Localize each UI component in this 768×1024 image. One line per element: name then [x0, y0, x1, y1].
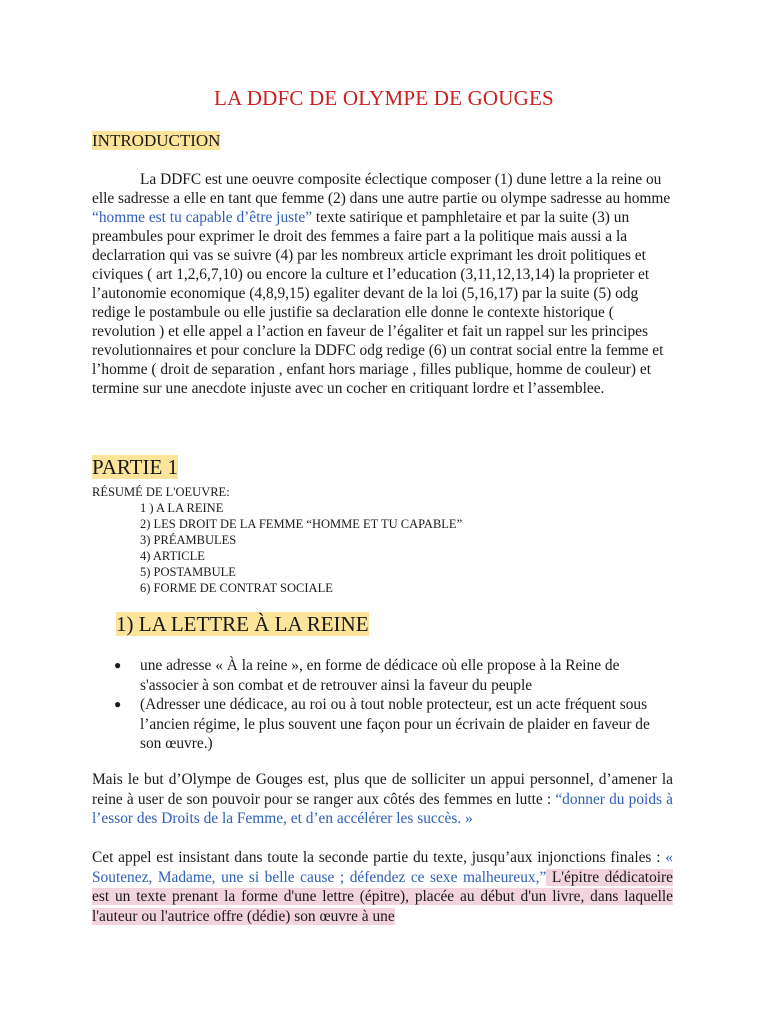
- para3-highlight-b: est un texte prenant la forme d'une lettre (épitre), placée au début d'un livre, dans laquelle l'auteur ou l'autrice offre (dédie) son œuvre à une: [92, 888, 673, 925]
- intro-heading-text: INTRODUCTION: [92, 131, 221, 150]
- resume-block: [92, 484, 462, 596]
- document-title: LA DDFC DE OLYMPE DE GOUGES: [214, 86, 554, 110]
- bullet-icon: ●: [114, 658, 122, 672]
- intro-text-1: La DDFC est une oeuvre composite éclectique composer (1) dune lettre a la reine ou elle sadresse a elle en tant que femme (2) dans une autre partie ou olympe sadresse au homme: [92, 171, 671, 207]
- bullet-text: une adresse « À la reine », en forme de dédicace où elle propose à la Reine de s'associer à son combat et de retrouver ainsi la faveur du peuple: [140, 657, 620, 694]
- resume-item: 1 ) A LA REINE: [140, 501, 224, 515]
- resume-item: 4) ARTICLE: [140, 549, 205, 563]
- partie1-heading: [92, 455, 178, 480]
- intro-quote: “homme est tu capable d’être juste”: [92, 209, 313, 226]
- section1-bullets: [112, 656, 672, 754]
- resume-list: [92, 500, 462, 596]
- resume-item: 2) LES DROIT DE LA FEMME “HOMME ET TU CAPABLE”: [140, 517, 463, 531]
- bullet-icon: ●: [114, 697, 122, 711]
- partie1-heading-text: PARTIE 1: [92, 455, 179, 479]
- bullet-text: (Adresser une dédicace, au roi ou à tout noble protecteur, est un acte fréquent sous l’ancien régime, le plus souvent une façon pour un écrivain de plaider en faveur de son œuvre.): [140, 696, 650, 752]
- bullet-item: [112, 695, 672, 754]
- para3-text: Cet appel est insistant dans toute la seconde partie du texte, jusqu’aux injonctions finales :: [92, 849, 666, 866]
- bullet-item: [112, 656, 672, 695]
- intro-paragraph: [92, 170, 676, 398]
- paragraph-but-olympe: [92, 770, 673, 829]
- resume-item: 5) POSTAMBULE: [140, 565, 236, 579]
- intro-heading: [92, 131, 220, 151]
- resume-item: 3) PRÉAMBULES: [140, 533, 237, 547]
- para3-highlight-a: L'épitre dédicatoire: [546, 868, 673, 886]
- section1-heading-text: 1) LA LETTRE À LA REINE: [116, 612, 369, 636]
- section1-heading: [116, 612, 369, 637]
- para3-quote: « Soutenez, Madame, une si belle cause ; défendez ce sexe malheureux,”: [92, 849, 673, 886]
- resume-label: RÉSUMÉ DE L'OEUVRE:: [92, 485, 230, 499]
- para2-quote: “donner du poids à l’essor des Droits de la Femme, et d’en accélérer les succès. »: [92, 790, 674, 827]
- resume-item: 6) FORME DE CONTRAT SOCIALE: [140, 581, 333, 595]
- paragraph-appel: [92, 848, 673, 926]
- intro-text-2: texte satirique et pamphletaire et par la suite (3) un preambules pour exprimer le droit des femmes a faire part a la politique mais aussi a la declarration qui vas se suivre (4) par les nombreux article exprimant les droit politiques et civiques ( art 1,2,6,7,10) ou encore la culture et l’education (3,11,12,13,14) la proprieter et l’autonomie economique (4,8,9,15) egaliter devant de la loi (5,16,17) par la suite (5) odg redige le postambule ou elle justifie sa declaration elle donne le contexte historique ( revolution ) et elle appel a l’action en faveur de l’égaliter et fait un rappel sur les principes revolutionnaires et pour conclure la DDFC odg redige (6) un contrat social entre la femme et l’homme ( droit de separation , enfant hors mariage , filles publique, homme de couleur) et termine sur une anecdote injuste avec un cocher en critiquant lordre et l’assemblee.: [92, 209, 664, 397]
- para2-text: Mais le but d’Olympe de Gouges est, plus que de solliciter un appui personnel, d’amener la reine à user de son pouvoir pour se ranger aux côtés des femmes en lutte :: [92, 771, 673, 808]
